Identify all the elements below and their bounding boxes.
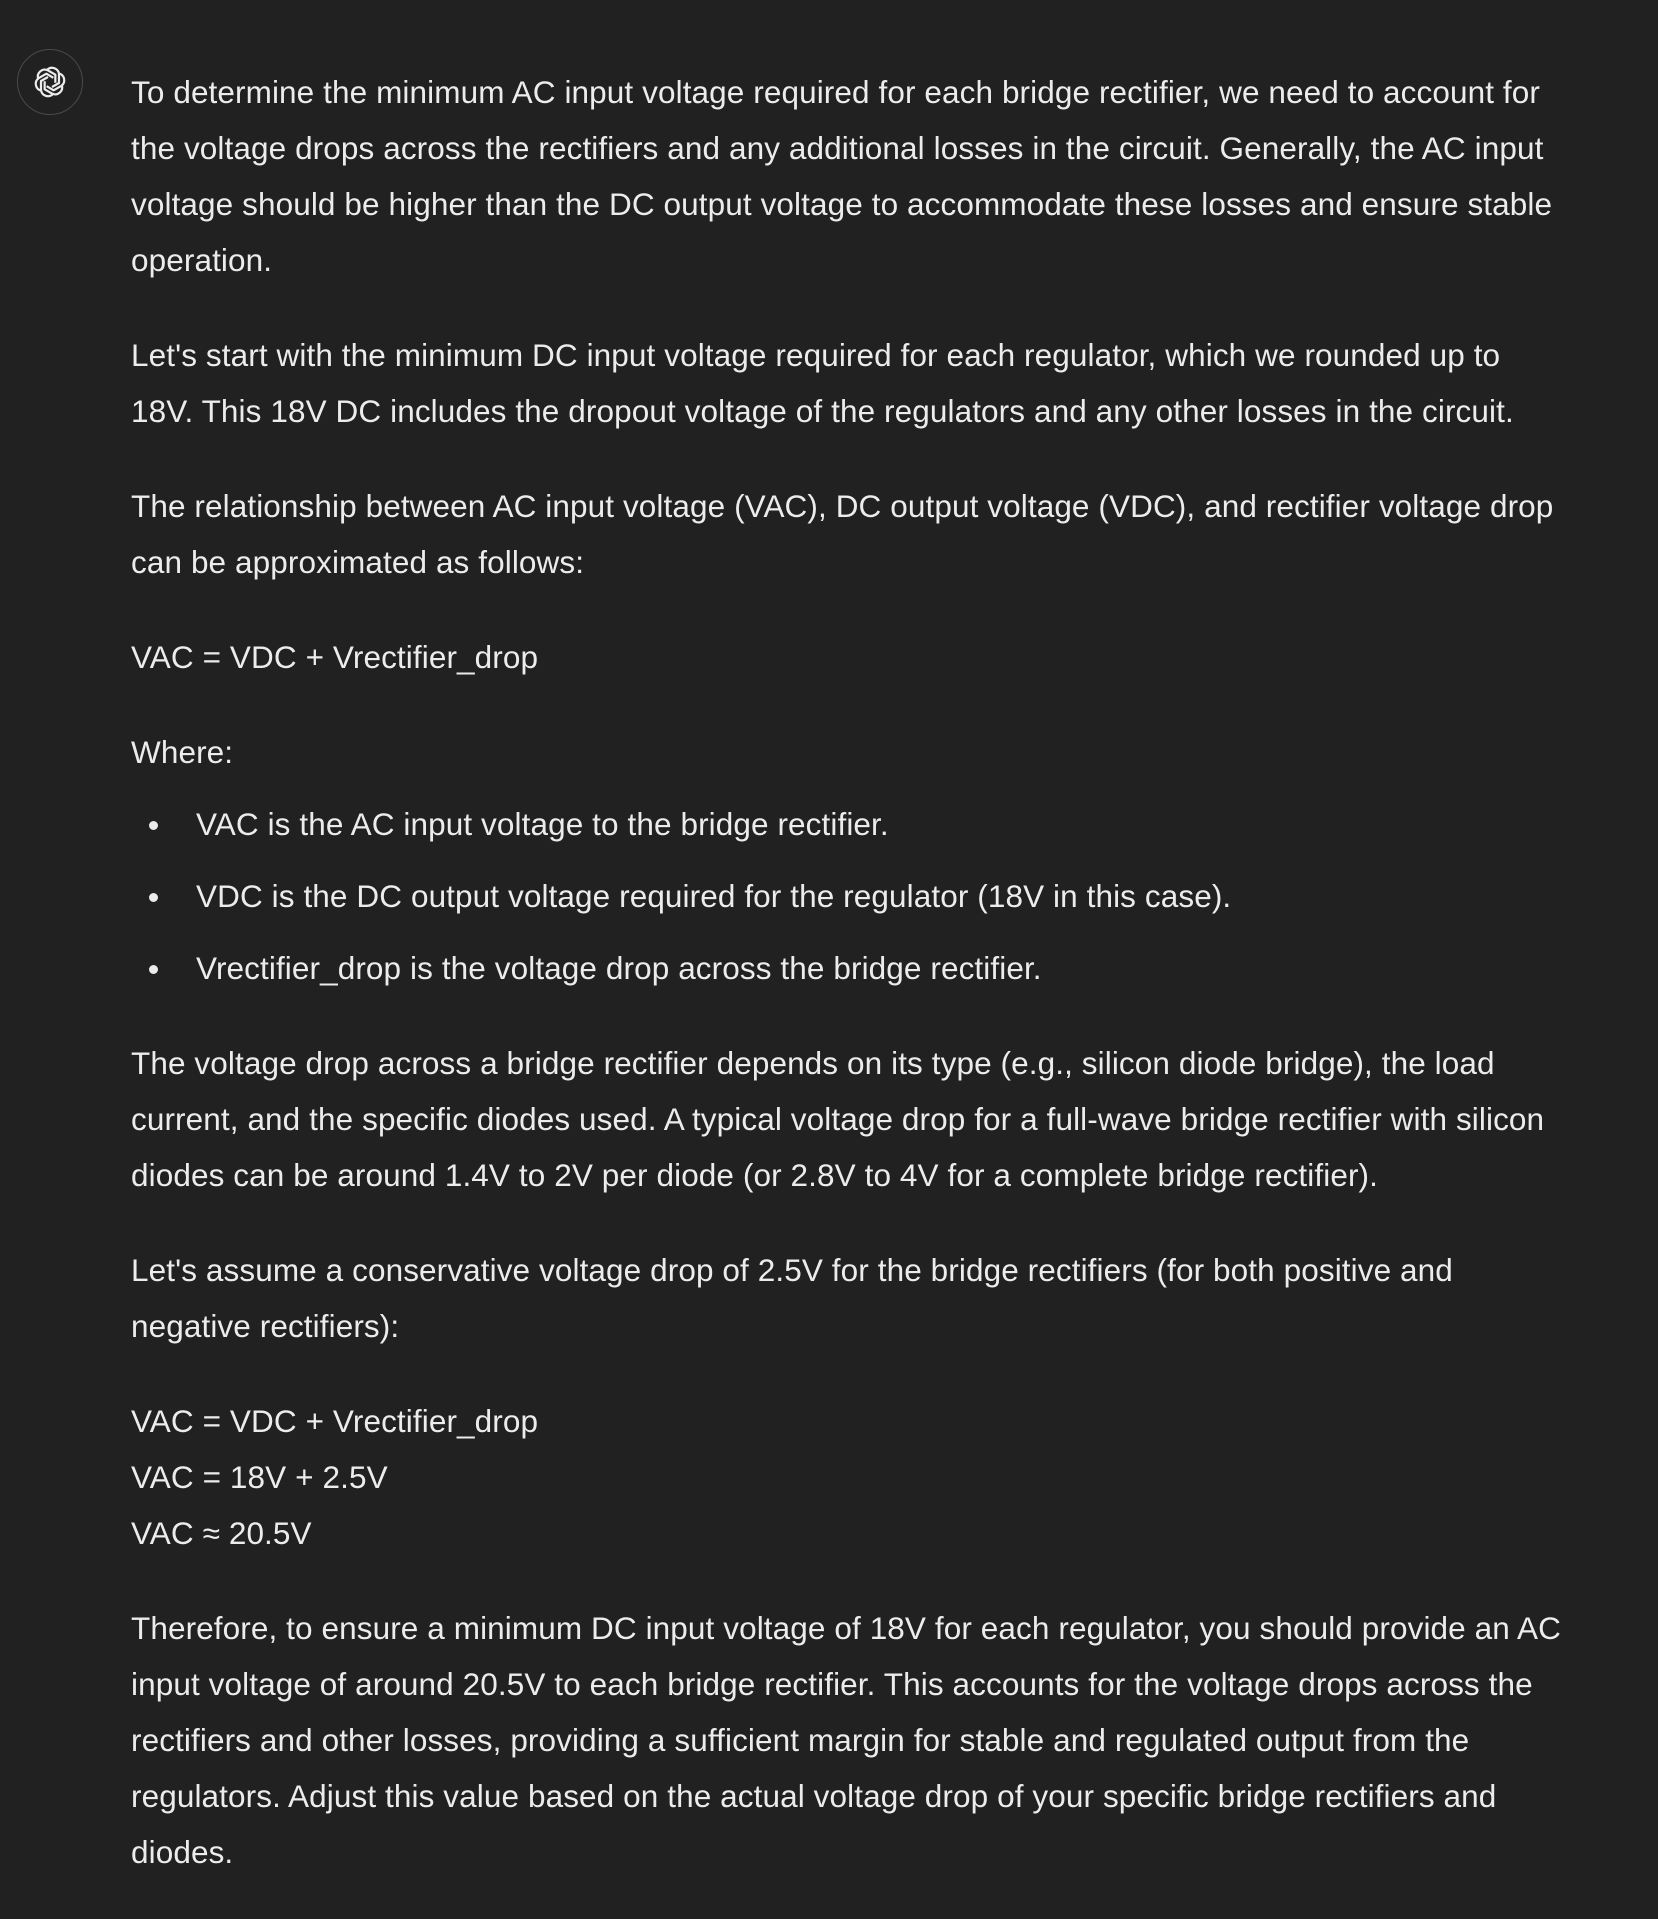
calculation-block [131,1393,1571,1561]
message-paragraph: To determine the minimum AC input voltage required for each bridge rectifier, we need to account for the voltage drops across the rectifiers and any additional losses in the circuit. Generally, the AC input voltage should be higher than the DC output voltage to accommodate these losses and ensure stable operation. [131,74,1553,278]
list-item: VDC is the DC output voltage required for the regulator (18V in this case). [131,868,1571,924]
definition-list [131,796,1571,996]
message-paragraph: Let's assume a conservative voltage drop of 2.5V for the bridge rectifiers (for both positive and negative rectifiers): [131,1252,1453,1344]
calculation-line: VAC = VDC + Vrectifier_drop [131,1403,539,1439]
openai-logo-icon [30,62,70,102]
list-item: VAC is the AC input voltage to the bridge rectifier. [131,796,1571,852]
message-paragraph: The relationship between AC input voltage (VAC), DC output voltage (VDC), and rectifier voltage drop can be approximated as follows: [131,488,1554,580]
message-paragraph: The voltage drop across a bridge rectifier depends on its type (e.g., silicon diode bridge), the load current, and the specific diodes used. A typical voltage drop for a full-wave bridge rectifier with silicon diodes can be around 1.4V to 2V per diode (or 2.8V to 4V for a complete bridge rectifier). [131,1045,1545,1193]
calculation-line: VAC = 18V + 2.5V [131,1459,388,1495]
where-label: Where: [131,734,234,770]
message-paragraph: Let's start with the minimum DC input voltage required for each regulator, which we rounded up to 18V. This 18V DC includes the dropout voltage of the regulators and any other losses in the circuit. [131,337,1514,429]
message-paragraph: Therefore, to ensure a minimum DC input voltage of 18V for each regulator, you should provide an AC input voltage of around 20.5V to each bridge rectifier. This accounts for the voltage drops across the rectifiers and other losses, providing a sufficient margin for stable and regulated output from the regulators. Adjust this value based on the actual voltage drop of your specific bridge rectifiers and diodes. [131,1610,1561,1870]
list-item: Vrectifier_drop is the voltage drop across the bridge rectifier. [131,940,1571,996]
formula-line: VAC = VDC + Vrectifier_drop [131,639,539,675]
assistant-message [131,64,1571,1919]
assistant-avatar [17,49,83,115]
calculation-line: VAC ≈ 20.5V [131,1515,312,1551]
